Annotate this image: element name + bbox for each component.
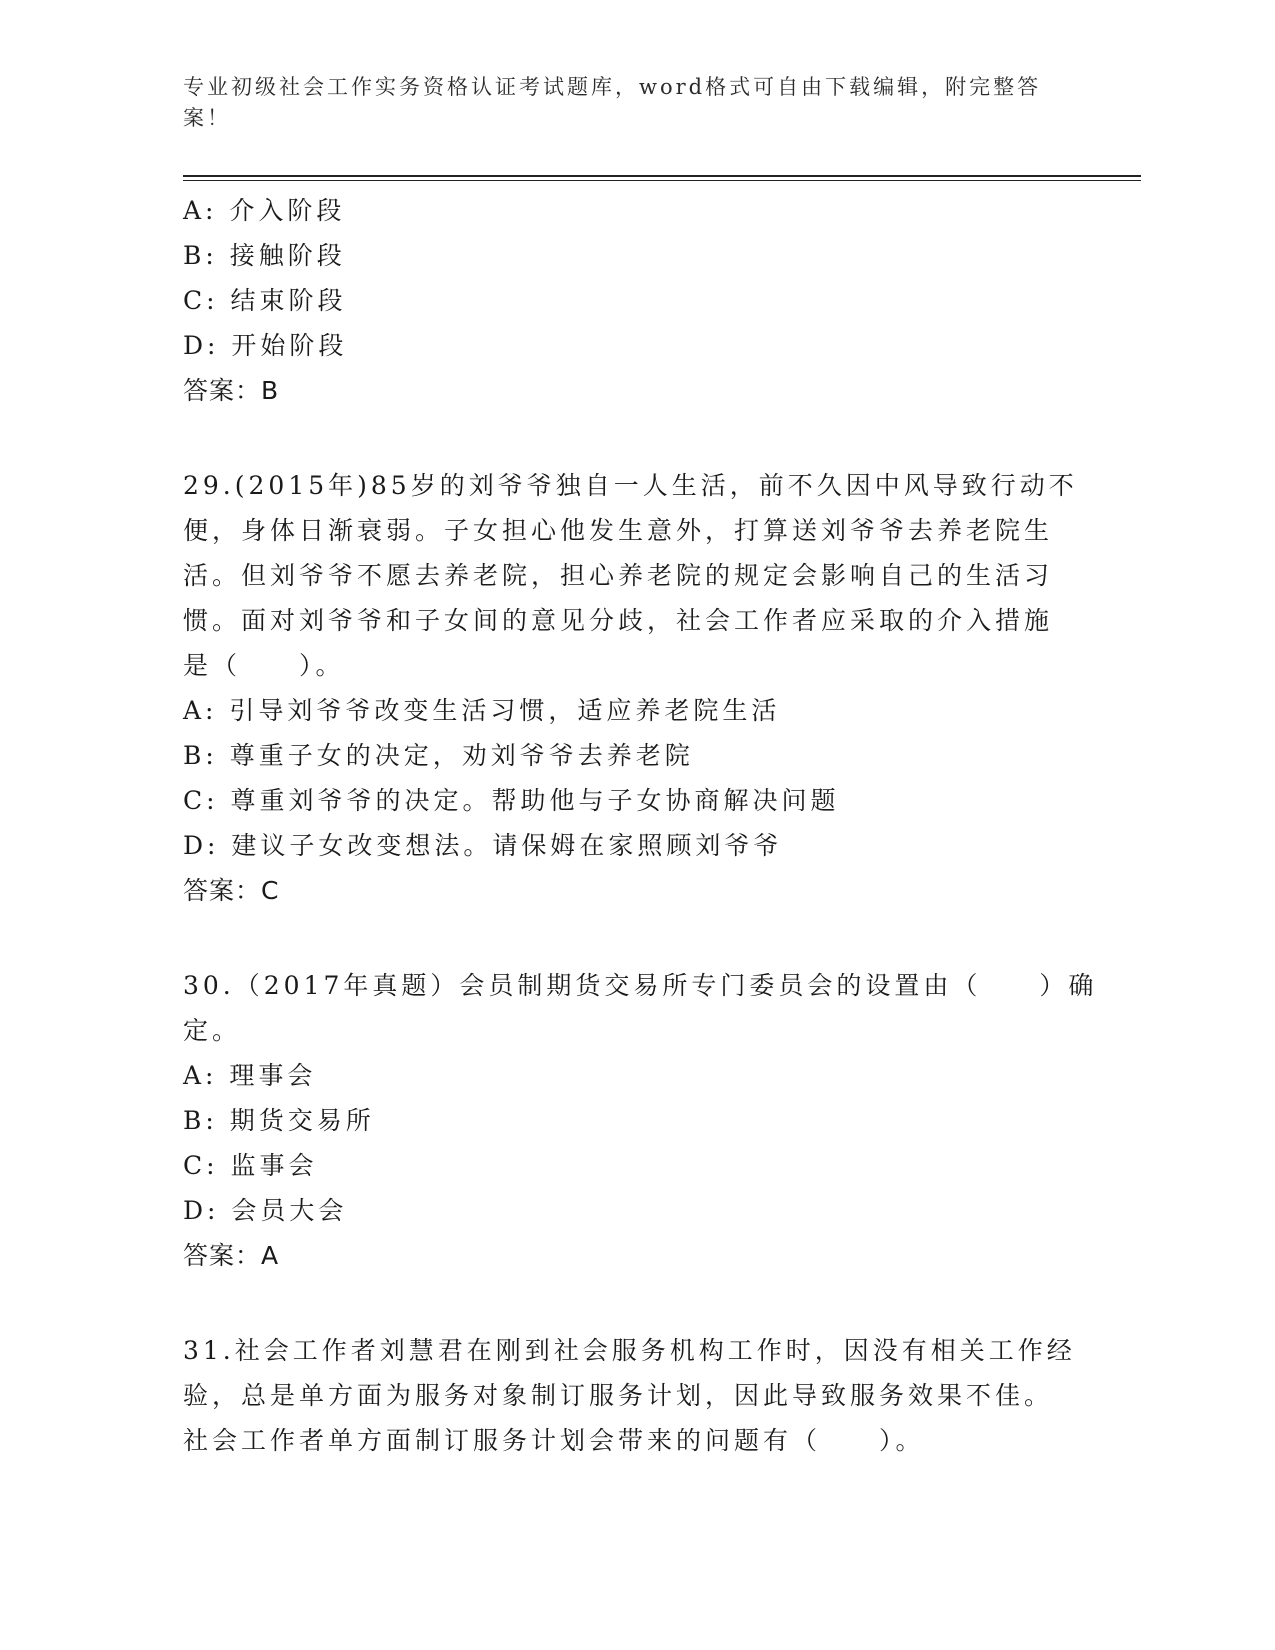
question-30	[183, 963, 1098, 1278]
option-d: D: 开始阶段	[183, 331, 348, 360]
header-rule-thick	[183, 175, 1141, 177]
option-b: B: 接触阶段	[183, 241, 346, 270]
question-text-line: 活。但刘爷爷不愿去养老院，担心养老院的规定会影响自己的生活习	[183, 561, 1054, 590]
answer-line: 答案：A	[183, 1241, 280, 1270]
header-title-line-2: 案！	[183, 106, 231, 130]
option-d: D: 会员大会	[183, 1196, 348, 1225]
option-c: C: 结束阶段	[183, 286, 347, 315]
question-text-line: 便，身体日渐衰弱。子女担心他发生意外，打算送刘爷爷去养老院生	[183, 516, 1054, 545]
answer-line: 答案：B	[183, 376, 280, 405]
question-28-continuation	[183, 188, 1083, 413]
option-d: D: 建议子女改变想法。请保姆在家照顾刘爷爷	[183, 831, 783, 860]
question-text-line: 30.（2017年真题）会员制期货交易所专门委员会的设置由（ ）确	[183, 971, 1098, 1000]
question-text-line: 定。	[183, 1016, 242, 1045]
page-header	[183, 72, 1043, 134]
option-a: A: 理事会	[183, 1061, 317, 1090]
option-a: A: 介入阶段	[183, 196, 346, 225]
question-text-line: 社会工作者单方面制订服务计划会带来的问题有（ ）。	[183, 1426, 925, 1455]
question-text-line: 31.社会工作者刘慧君在刚到社会服务机构工作时，因没有相关工作经	[183, 1336, 1076, 1365]
header-title-line-1: 专业初级社会工作实务资格认证考试题库，word格式可自由下载编辑，附完整答	[183, 75, 1042, 99]
question-text-line: 验，总是单方面为服务对象制订服务计划，因此导致服务效果不佳。	[183, 1381, 1054, 1410]
option-b: B: 尊重子女的决定，劝刘爷爷去养老院	[183, 741, 694, 770]
document-body	[183, 188, 1098, 1463]
question-text-line: 是（ ）。	[183, 651, 345, 680]
option-b: B: 期货交易所	[183, 1106, 375, 1135]
option-a: A: 引导刘爷爷改变生活习惯，适应养老院生活	[183, 696, 781, 725]
option-c: C: 监事会	[183, 1151, 318, 1180]
header-rule-thin	[183, 180, 1141, 181]
question-29	[183, 463, 1083, 913]
question-text-line: 惯。面对刘爷爷和子女间的意见分歧，社会工作者应采取的介入措施	[183, 606, 1054, 635]
question-text-line: 29.(2015年)85岁的刘爷爷独自一人生活，前不久因中风导致行动不	[183, 471, 1078, 500]
answer-line: 答案：C	[183, 876, 280, 905]
question-31	[183, 1328, 1083, 1463]
option-c: C: 尊重刘爷爷的决定。帮助他与子女协商解决问题	[183, 786, 840, 815]
